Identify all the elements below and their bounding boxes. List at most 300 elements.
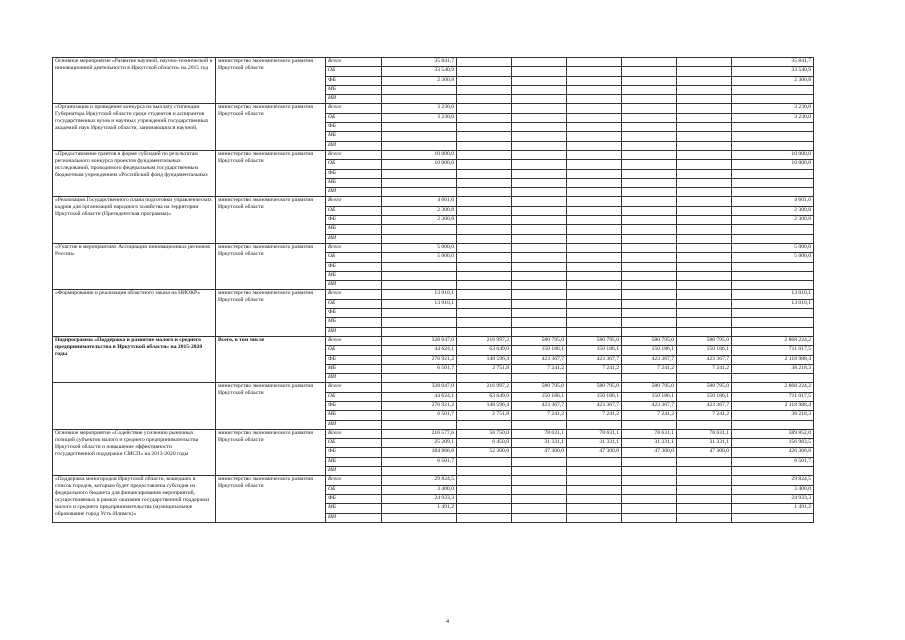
amount-value — [457, 225, 512, 234]
amount-value — [382, 169, 457, 178]
total-value: 33 540,9 — [732, 67, 814, 76]
funding-source: МБ — [326, 225, 382, 234]
funding-source: ОБ — [326, 67, 382, 76]
amount-value — [677, 150, 732, 159]
amount-value — [677, 216, 732, 225]
amount-value — [677, 374, 732, 383]
amount-value — [512, 485, 567, 494]
amount-value — [567, 243, 622, 252]
amount-value — [622, 169, 677, 178]
program-name: «Участие в мероприятиях Ассоциации инновационных регионов России» — [53, 243, 216, 289]
amount-value: 33 540,9 — [382, 67, 457, 76]
amount-value — [677, 299, 732, 308]
executor-name: министерство экономического развития Иркутской области — [216, 383, 326, 429]
amount-value — [512, 123, 567, 132]
total-value: 426 366,8 — [732, 448, 814, 457]
amount-value: 423 367,7 — [622, 401, 677, 410]
amount-value: 7 241,2 — [567, 364, 622, 373]
amount-value — [457, 243, 512, 252]
total-value: 38 218,3 — [732, 411, 814, 420]
amount-value — [382, 123, 457, 132]
funding-source: Всего — [326, 243, 382, 252]
amount-value: 47 300,0 — [512, 448, 567, 457]
amount-value: 4 601,6 — [382, 197, 457, 206]
amount-value — [512, 85, 567, 94]
amount-value: 29 824,5 — [382, 476, 457, 485]
funding-source: ОБ — [326, 160, 382, 169]
amount-value: 580 795,0 — [622, 336, 677, 345]
amount-value — [622, 290, 677, 299]
funding-source: ФБ — [326, 355, 382, 364]
total-value — [732, 188, 814, 197]
total-value: 6 501,7 — [732, 457, 814, 466]
funding-source: ОБ — [326, 206, 382, 215]
amount-value — [567, 104, 622, 113]
amount-value — [457, 253, 512, 262]
amount-value — [567, 169, 622, 178]
total-value: 2 300,8 — [732, 206, 814, 215]
program-name: «Формирование и реализация областного заказа на НИОКР» — [53, 290, 216, 336]
funding-source: ОБ — [326, 253, 382, 262]
amount-value — [457, 374, 512, 383]
funding-source: ИИ — [326, 327, 382, 336]
amount-value: 31 331,1 — [622, 439, 677, 448]
amount-value — [622, 327, 677, 336]
amount-value — [622, 197, 677, 206]
amount-value — [512, 476, 567, 485]
amount-value — [622, 467, 677, 476]
amount-value: 7 241,2 — [622, 364, 677, 373]
table-row — [53, 104, 814, 113]
total-value — [732, 234, 814, 243]
amount-value: 423 367,7 — [677, 355, 732, 364]
amount-value — [567, 58, 622, 67]
amount-value — [567, 299, 622, 308]
amount-value — [457, 513, 512, 522]
table-row — [53, 336, 814, 345]
total-value — [732, 327, 814, 336]
amount-value — [512, 141, 567, 150]
amount-value — [457, 216, 512, 225]
amount-value — [457, 309, 512, 318]
amount-value — [677, 513, 732, 522]
funding-source: Всего — [326, 150, 382, 159]
total-value — [732, 513, 814, 522]
table-row — [53, 150, 814, 159]
amount-value — [567, 513, 622, 522]
amount-value — [677, 309, 732, 318]
amount-value: 328 047,0 — [382, 383, 457, 392]
amount-value — [567, 374, 622, 383]
amount-value — [567, 467, 622, 476]
amount-value — [512, 132, 567, 141]
amount-value — [382, 281, 457, 290]
total-value: 1 491,2 — [732, 504, 814, 513]
funding-source: Всего — [326, 58, 382, 67]
amount-value — [622, 485, 677, 494]
amount-value — [622, 299, 677, 308]
amount-value: 423 367,7 — [512, 401, 567, 410]
amount-value — [622, 132, 677, 141]
amount-value — [567, 113, 622, 122]
amount-value — [677, 58, 732, 67]
program-name: «Предоставление грантов в форме субсидий по результатам регионального конкурса проектов фундаментальных исследований, проводимого федеральным государственным бюджетным учреждением «Российский фонд фундаментальных — [53, 150, 216, 196]
amount-value — [457, 85, 512, 94]
amount-value — [512, 206, 567, 215]
amount-value: 5 000,0 — [382, 253, 457, 262]
executor-name: министерство экономического развития Иркутской области — [216, 150, 326, 196]
amount-value — [382, 420, 457, 429]
funding-source: Всего — [326, 104, 382, 113]
amount-value — [567, 141, 622, 150]
amount-value: 7 241,2 — [622, 411, 677, 420]
amount-value: 3 400,0 — [382, 485, 457, 494]
amount-value — [512, 58, 567, 67]
program-name: «Реализация Государственного плана подготовки управленческих кадров для организаций народного хозяйства на территории Иркутской области (Президентская программа)» — [53, 197, 216, 243]
amount-value — [457, 132, 512, 141]
amount-value: 78 631,1 — [567, 429, 622, 438]
amount-value: 13 010,1 — [382, 299, 457, 308]
amount-value — [567, 457, 622, 466]
amount-value — [457, 104, 512, 113]
amount-value — [622, 95, 677, 104]
amount-value: 216 577,6 — [382, 429, 457, 438]
total-value — [732, 309, 814, 318]
amount-value — [567, 290, 622, 299]
total-value: 4 601,6 — [732, 197, 814, 206]
amount-value: 6 501,7 — [382, 457, 457, 466]
amount-value — [457, 95, 512, 104]
amount-value: 580 795,0 — [622, 383, 677, 392]
amount-value — [512, 150, 567, 159]
amount-value — [622, 504, 677, 513]
amount-value — [457, 188, 512, 197]
funding-source: МБ — [326, 411, 382, 420]
amount-value — [512, 262, 567, 271]
amount-value — [567, 420, 622, 429]
amount-value — [677, 85, 732, 94]
budget-table — [52, 57, 814, 523]
amount-value: 276 921,2 — [382, 401, 457, 410]
amount-value — [622, 113, 677, 122]
total-value: 156 983,5 — [732, 439, 814, 448]
total-value: 2 300,8 — [732, 216, 814, 225]
amount-value — [567, 160, 622, 169]
amount-value: 13 010,1 — [382, 290, 457, 299]
total-value — [732, 271, 814, 280]
amount-value — [512, 197, 567, 206]
amount-value — [622, 225, 677, 234]
amount-value — [677, 206, 732, 215]
executor-name: Всего, в том числе — [216, 336, 326, 382]
program-name: «Поддержка моногородов Иркутской области, вошедших в список городов, которым будет предоставлена субсидия из федерального бюджета для финансирования мероприятий, осуществляемых в рамках оказания государственной поддержки малого и среднего предпринимательства (муниципальное образование город Усть-Илимск)» — [53, 476, 216, 522]
total-value: 589 852,0 — [732, 429, 814, 438]
amount-value — [567, 188, 622, 197]
amount-value — [512, 318, 567, 327]
amount-value — [512, 188, 567, 197]
funding-source: ФБ — [326, 216, 382, 225]
amount-value: 63 649,0 — [457, 346, 512, 355]
amount-value — [567, 234, 622, 243]
amount-value — [457, 290, 512, 299]
total-value: 13 010,1 — [732, 299, 814, 308]
funding-source: ОБ — [326, 299, 382, 308]
amount-value — [677, 271, 732, 280]
amount-value — [622, 309, 677, 318]
amount-value — [677, 262, 732, 271]
program-name: Подпрограмма «Поддержка и развитие малого и среднего предпринимательства в Иркутской области» на 2015-2020 годы — [53, 336, 216, 382]
funding-source: ОБ — [326, 439, 382, 448]
amount-value — [622, 104, 677, 113]
amount-value: 2 300,8 — [382, 76, 457, 85]
amount-value: 7 241,2 — [512, 411, 567, 420]
amount-value — [382, 513, 457, 522]
funding-source: ИИ — [326, 281, 382, 290]
amount-value: 150 186,1 — [677, 392, 732, 401]
amount-value: 24 933,3 — [382, 494, 457, 503]
amount-value — [677, 494, 732, 503]
amount-value: 580 795,0 — [512, 336, 567, 345]
amount-value — [622, 476, 677, 485]
funding-source: МБ — [326, 504, 382, 513]
total-value: 3 400,0 — [732, 485, 814, 494]
amount-value — [512, 160, 567, 169]
amount-value — [622, 85, 677, 94]
amount-value: 31 331,1 — [567, 439, 622, 448]
amount-value: 78 631,1 — [622, 429, 677, 438]
amount-value — [567, 85, 622, 94]
amount-value — [512, 178, 567, 187]
total-value: 29 824,5 — [732, 476, 814, 485]
table-row — [53, 197, 814, 206]
amount-value: 2 751,8 — [457, 364, 512, 373]
amount-value — [567, 476, 622, 485]
amount-value — [622, 160, 677, 169]
amount-value — [512, 243, 567, 252]
amount-value — [677, 318, 732, 327]
total-value — [732, 95, 814, 104]
executor-name: министерство экономического развития Иркутской области — [216, 429, 326, 475]
amount-value — [622, 123, 677, 132]
total-value — [732, 467, 814, 476]
amount-value — [512, 113, 567, 122]
amount-value: 150 186,1 — [677, 346, 732, 355]
amount-value: 423 367,7 — [512, 355, 567, 364]
amount-value — [512, 271, 567, 280]
amount-value: 78 631,1 — [512, 429, 567, 438]
amount-value — [382, 95, 457, 104]
total-value: 5 000,0 — [732, 253, 814, 262]
amount-value — [512, 513, 567, 522]
amount-value: 148 596,4 — [457, 401, 512, 410]
amount-value: 7 241,2 — [677, 411, 732, 420]
amount-value: 423 367,7 — [567, 355, 622, 364]
amount-value: 580 795,0 — [512, 383, 567, 392]
amount-value — [567, 504, 622, 513]
funding-source: ИИ — [326, 234, 382, 243]
program-name: Основное мероприятие «Развитие научной, научно-технической и инновационной деятельности в Иркутской области» на 2015 год — [53, 58, 216, 104]
amount-value — [622, 318, 677, 327]
amount-value: 47 300,0 — [677, 448, 732, 457]
amount-value — [567, 206, 622, 215]
amount-value — [457, 123, 512, 132]
funding-source: МБ — [326, 318, 382, 327]
amount-value — [677, 467, 732, 476]
amount-value — [622, 243, 677, 252]
amount-value — [512, 299, 567, 308]
funding-source: МБ — [326, 132, 382, 141]
amount-value — [677, 141, 732, 150]
amount-value: 5 000,0 — [382, 243, 457, 252]
funding-source: ИИ — [326, 374, 382, 383]
total-value: 3 230,0 — [732, 113, 814, 122]
amount-value: 423 367,7 — [567, 401, 622, 410]
amount-value — [567, 216, 622, 225]
amount-value — [512, 420, 567, 429]
amount-value — [512, 225, 567, 234]
amount-value: 63 649,0 — [457, 392, 512, 401]
program-name: Основное мероприятие «Содействие усилению рыночных позиций субъектов малого и среднего предпринимательства Иркутской области и повышение эффективности государственной поддержки СМСП» на 2013-2020 годы — [53, 429, 216, 475]
table-row — [53, 429, 814, 438]
amount-value: 6 501,7 — [382, 411, 457, 420]
amount-value — [457, 420, 512, 429]
funding-source: Всего — [326, 383, 382, 392]
total-value: 10 000,0 — [732, 150, 814, 159]
total-value: 2 868 224,2 — [732, 336, 814, 345]
amount-value — [512, 309, 567, 318]
amount-value — [622, 281, 677, 290]
executor-name: министерство экономического развития Иркутской области — [216, 197, 326, 243]
amount-value: 150 186,1 — [512, 346, 567, 355]
amount-value — [457, 281, 512, 290]
amount-value — [567, 132, 622, 141]
table-row — [53, 243, 814, 252]
amount-value: 47 300,0 — [622, 448, 677, 457]
amount-value — [677, 76, 732, 85]
executor-name: министерство экономического развития Иркутской области — [216, 58, 326, 104]
amount-value: 423 367,7 — [622, 355, 677, 364]
amount-value: 25 209,1 — [382, 439, 457, 448]
total-value — [732, 141, 814, 150]
amount-value — [622, 58, 677, 67]
funding-source: Всего — [326, 290, 382, 299]
funding-source: Всего — [326, 476, 382, 485]
amount-value — [622, 141, 677, 150]
amount-value — [457, 299, 512, 308]
amount-value — [677, 420, 732, 429]
funding-source: ФБ — [326, 262, 382, 271]
amount-value — [677, 485, 732, 494]
amount-value: 580 795,0 — [567, 383, 622, 392]
table-row — [53, 476, 814, 485]
amount-value: 7 241,2 — [512, 364, 567, 373]
amount-value — [677, 290, 732, 299]
amount-value: 47 300,0 — [567, 448, 622, 457]
amount-value — [567, 76, 622, 85]
funding-source: МБ — [326, 364, 382, 373]
amount-value: 150 186,1 — [567, 392, 622, 401]
amount-value: 6 501,7 — [382, 364, 457, 373]
amount-value — [457, 67, 512, 76]
amount-value — [457, 169, 512, 178]
amount-value — [457, 262, 512, 271]
total-value: 35 841,7 — [732, 58, 814, 67]
amount-value: 35 841,7 — [382, 58, 457, 67]
amount-value — [512, 457, 567, 466]
amount-value — [512, 234, 567, 243]
amount-value — [567, 271, 622, 280]
amount-value: 328 047,0 — [382, 336, 457, 345]
total-value — [732, 225, 814, 234]
executor-name: министерство экономического развития Иркутской области — [216, 104, 326, 150]
table-row — [53, 383, 814, 392]
amount-value — [567, 150, 622, 159]
amount-value — [622, 494, 677, 503]
total-value: 10 000,0 — [732, 160, 814, 169]
amount-value — [382, 374, 457, 383]
amount-value — [512, 327, 567, 336]
amount-value — [382, 327, 457, 336]
amount-value: 580 795,0 — [567, 336, 622, 345]
amount-value — [677, 281, 732, 290]
amount-value — [677, 67, 732, 76]
amount-value — [677, 123, 732, 132]
amount-value — [512, 467, 567, 476]
funding-source: МБ — [326, 457, 382, 466]
total-value: 5 000,0 — [732, 243, 814, 252]
budget-table-body — [53, 58, 814, 523]
amount-value: 276 921,2 — [382, 355, 457, 364]
amount-value — [382, 262, 457, 271]
executor-name: министерство экономического развития Иркутской области — [216, 476, 326, 522]
funding-source: ОБ — [326, 392, 382, 401]
amount-value: 148 596,4 — [457, 355, 512, 364]
amount-value — [457, 206, 512, 215]
total-value: 38 218,3 — [732, 364, 814, 373]
executor-name: министерство экономического развития Иркутской области — [216, 243, 326, 289]
funding-source: ФБ — [326, 76, 382, 85]
amount-value — [677, 234, 732, 243]
total-value — [732, 85, 814, 94]
funding-source: Всего — [326, 429, 382, 438]
amount-value — [382, 178, 457, 187]
amount-value — [567, 281, 622, 290]
amount-value — [512, 374, 567, 383]
total-value: 2 118 988,4 — [732, 355, 814, 364]
amount-value — [677, 253, 732, 262]
amount-value: 580 795,0 — [677, 383, 732, 392]
amount-value: 150 186,1 — [512, 392, 567, 401]
amount-value: 150 186,1 — [622, 392, 677, 401]
amount-value — [457, 178, 512, 187]
amount-value — [382, 225, 457, 234]
amount-value — [512, 281, 567, 290]
amount-value — [677, 113, 732, 122]
amount-value — [622, 178, 677, 187]
amount-value — [382, 309, 457, 318]
amount-value: 31 331,1 — [677, 439, 732, 448]
funding-source: ИИ — [326, 513, 382, 522]
amount-value — [567, 318, 622, 327]
funding-source: ФБ — [326, 123, 382, 132]
total-value — [732, 420, 814, 429]
funding-source: ОБ — [326, 113, 382, 122]
amount-value: 3 230,0 — [382, 113, 457, 122]
amount-value — [567, 494, 622, 503]
amount-value — [567, 178, 622, 187]
amount-value — [677, 104, 732, 113]
amount-value — [457, 485, 512, 494]
